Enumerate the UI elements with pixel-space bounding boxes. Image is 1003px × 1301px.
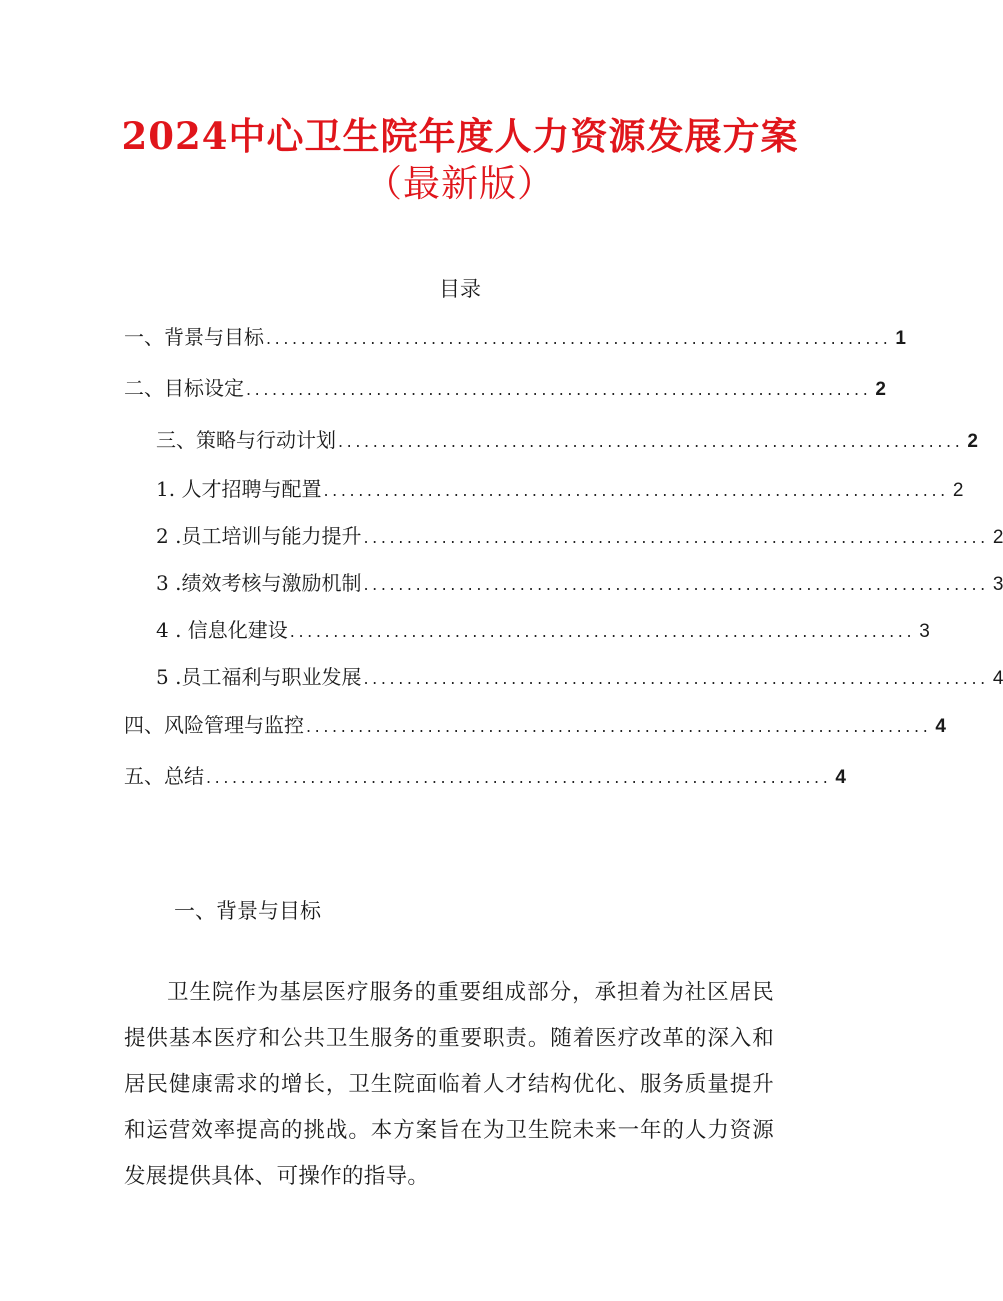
toc-entry-label: 2 .员工培训与能力提升 — [156, 524, 362, 548]
toc-leader-dots: ........................................................................ — [338, 432, 964, 451]
toc-leader-dots: ........................................................................ — [363, 669, 989, 688]
toc-entry-label: 五、总结 — [124, 764, 204, 788]
toc-leader-dots: ........................................................................ — [289, 622, 916, 641]
toc-entry[interactable] — [124, 376, 886, 400]
toc-entry[interactable] — [124, 325, 906, 349]
toc-entry-label: 四、风险管理与监控 — [124, 713, 304, 737]
toc-entry[interactable] — [156, 571, 1003, 595]
toc-leader-dots: ........................................................................ — [363, 528, 989, 547]
toc-entry[interactable] — [156, 618, 930, 642]
toc-entry-page: 4 — [935, 716, 946, 737]
document-title: 2024中心卫生院年度人力资源发展方案 — [121, 114, 799, 158]
toc-leader-dots: ........................................................................ — [246, 380, 872, 399]
toc-entry-label: 1. 人才招聘与配置 — [156, 477, 322, 501]
toc-entry[interactable] — [156, 428, 978, 452]
toc-entry[interactable] — [156, 477, 964, 501]
toc-entry-page: 1 — [895, 328, 906, 349]
toc-entry-page: 3 — [919, 621, 930, 642]
toc-entry-page: 2 — [952, 480, 964, 501]
toc-entry-label: 5 .员工福利与职业发展 — [156, 665, 362, 689]
toc-entry-label: 4 . 信息化建设 — [156, 618, 288, 642]
toc-entry-page: 2 — [967, 431, 978, 452]
toc-heading: 目录 — [439, 277, 481, 301]
toc-entry-page: 4 — [835, 767, 846, 788]
section-heading: 一、背景与目标 — [174, 899, 321, 923]
toc-entry-page: 2 — [875, 379, 886, 400]
toc-entry-page: 4 — [992, 668, 1003, 689]
toc-leader-dots: ........................................................................ — [323, 481, 949, 500]
toc-leader-dots: ........................................................................ — [206, 768, 832, 787]
toc-entry-label: 二、目标设定 — [124, 376, 244, 400]
toc-entry-label: 3 .绩效考核与激励机制 — [156, 571, 362, 595]
document-subtitle: （最新版） — [365, 162, 555, 205]
toc-entry[interactable] — [156, 524, 1003, 548]
toc-leader-dots: ........................................................................ — [306, 717, 932, 736]
toc-entry[interactable] — [156, 665, 1003, 689]
toc-entry-page: 2 — [992, 527, 1003, 548]
toc-entry[interactable] — [124, 713, 946, 737]
toc-entry-label: 三、策略与行动计划 — [156, 428, 336, 452]
body-paragraph: 卫生院作为基层医疗服务的重要组成部分，承担着为社区居民提供基本医疗和公共卫生服务的重要职责。随着医疗改革的深入和居民健康需求的增长，卫生院面临着人才结构优化、服务质量提升和运营效率提高的挑战。本方案旨在为卫生院未来一年的人力资源发展提供具体、可操作的指导。 — [124, 980, 774, 1189]
toc-entry-label: 一、背景与目标 — [124, 325, 264, 349]
toc-leader-dots: ........................................................................ — [266, 329, 892, 348]
toc-leader-dots: ........................................................................ — [363, 575, 989, 594]
toc-entry-page: 3 — [992, 574, 1003, 595]
toc-entry[interactable] — [124, 764, 846, 788]
